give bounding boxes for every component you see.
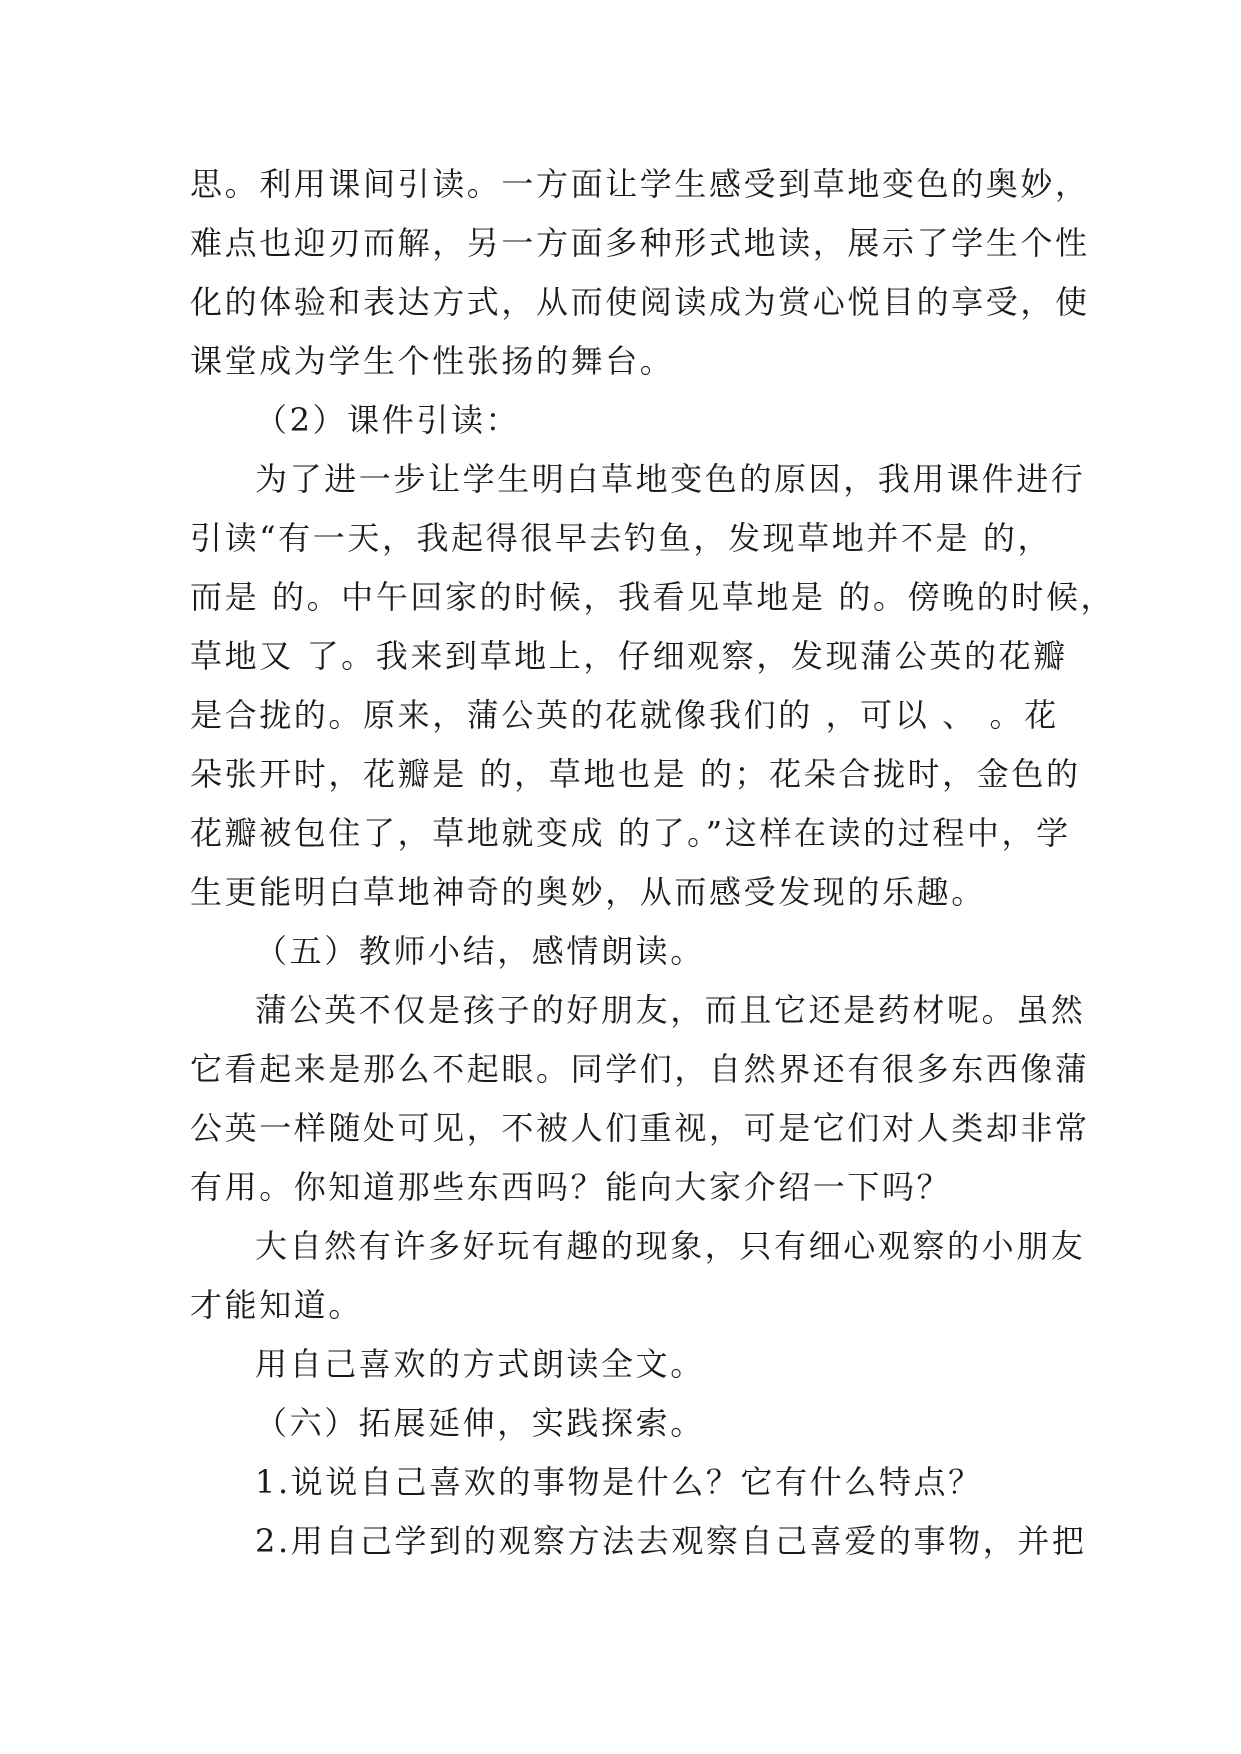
paragraph-line: 思。利用课间引读。一方面让学生感受到草地变色的奥妙， xyxy=(190,165,1090,203)
paragraph-line: 草地又 了。我来到草地上，仔细观察，发现蒲公英的花瓣 xyxy=(190,637,1068,675)
paragraph-line: 而是 的。中午回家的时候，我看见草地是 的。傍晚的时候， xyxy=(190,578,1116,616)
paragraph-line: 有用。你知道那些东西吗？能向大家介绍一下吗？ xyxy=(190,1168,952,1206)
section-heading: （2）课件引读： xyxy=(255,401,521,439)
paragraph-line: 朵张开时，花瓣是 的，草地也是 的；花朵合拢时，金色的 xyxy=(190,755,1081,793)
paragraph-line: 化的体验和表达方式，从而使阅读成为赏心悦目的享受，使 xyxy=(190,283,1090,321)
list-item: 1.说说自己喜欢的事物是什么？它有什么特点？ xyxy=(255,1463,983,1501)
paragraph-line: 它看起来是那么不起眼。同学们，自然界还有很多东西像蒲 xyxy=(190,1050,1090,1088)
paragraph-line: 大自然有许多好玩有趣的现象，只有细心观察的小朋友 xyxy=(255,1227,1086,1265)
paragraph-line: 用自己喜欢的方式朗读全文。 xyxy=(255,1345,705,1383)
paragraph-line: 课堂成为学生个性张扬的舞台。 xyxy=(190,342,675,380)
section-heading: （五）教师小结，感情朗读。 xyxy=(255,932,705,970)
paragraph-line: 为了进一步让学生明白草地变色的原因，我用课件进行 xyxy=(255,460,1086,498)
paragraph-line: 花瓣被包住了，草地就变成 的了。”这样在读的过程中，学 xyxy=(190,814,1071,852)
list-item: 2.用自己学到的观察方法去观察自己喜爱的事物，并把 xyxy=(255,1522,1087,1560)
paragraph-line: 是合拢的。原来，蒲公英的花就像我们的 ，可以 、 。花 xyxy=(190,696,1059,734)
paragraph-line: 才能知道。 xyxy=(190,1286,364,1324)
section-heading: （六）拓展延伸，实践探索。 xyxy=(255,1404,705,1442)
paragraph-line: 引读“有一天，我起得很早去钓鱼，发现草地并不是 的， xyxy=(190,519,1053,557)
paragraph-line: 难点也迎刃而解，另一方面多种形式地读，展示了学生个性 xyxy=(190,224,1090,262)
paragraph-line: 蒲公英不仅是孩子的好朋友，而且它还是药材呢。虽然 xyxy=(255,991,1086,1029)
paragraph-line: 公英一样随处可见，不被人们重视，可是它们对人类却非常 xyxy=(190,1109,1090,1147)
paragraph-line: 生更能明白草地神奇的奥妙，从而感受发现的乐趣。 xyxy=(190,873,986,911)
